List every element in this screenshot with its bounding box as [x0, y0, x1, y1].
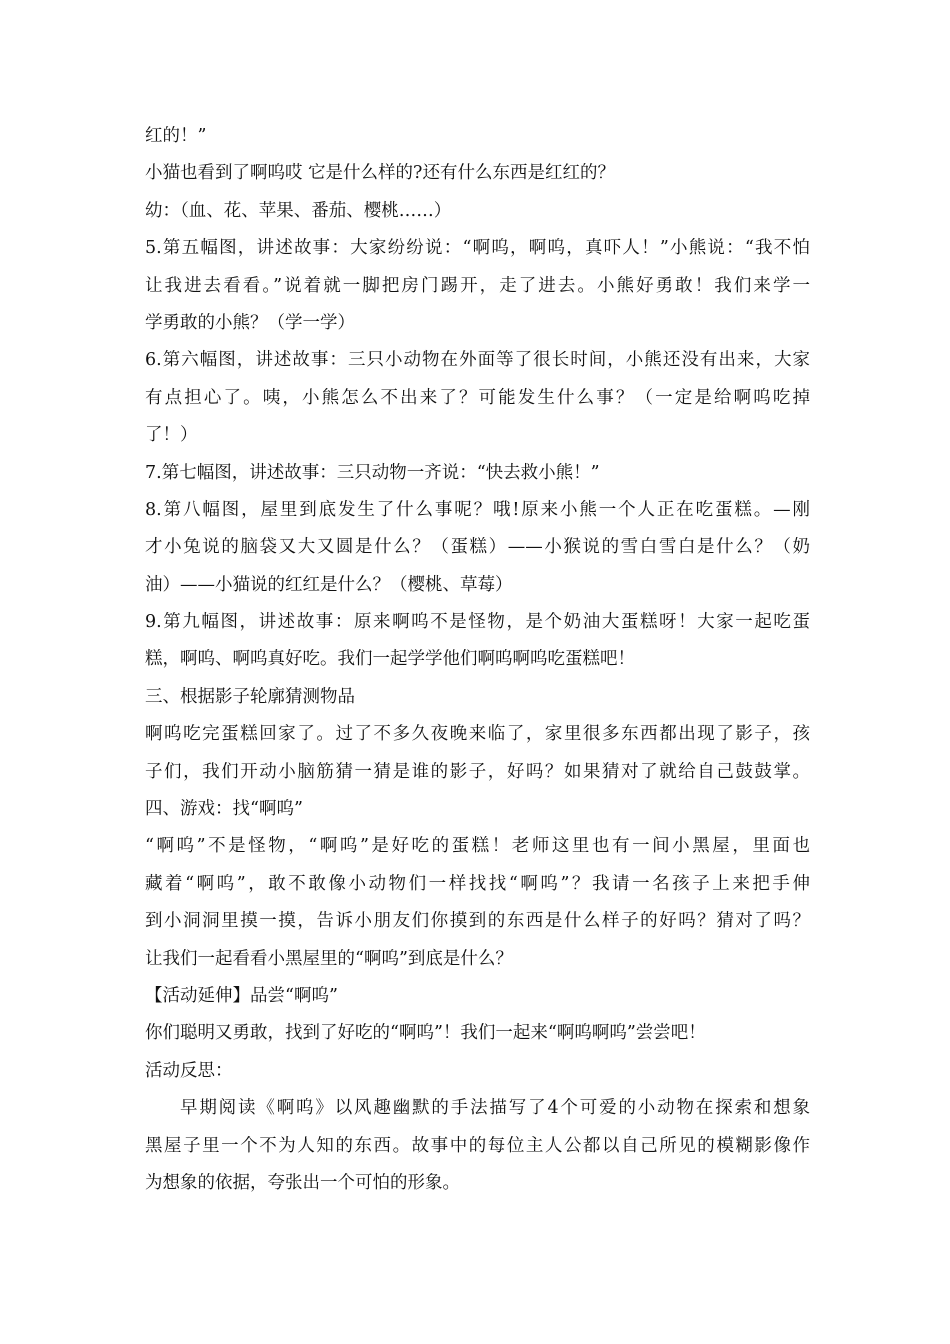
text-line: 藏着“啊呜”，敢不敢像小动物们一样找找“啊呜”？我请一名孩子上来把手伸	[145, 873, 810, 894]
text-line: 红的！”	[145, 126, 207, 146]
document-page	[145, 118, 810, 1202]
text-line: 糕，啊呜、啊呜真好吃。我们一起学学他们啊呜啊呜吃蛋糕吧！	[145, 649, 635, 670]
text-line: 啊呜吃完蛋糕回家了。过了不多久夜晚来临了，家里很多东西都出现了影子，孩	[145, 724, 810, 745]
text-line: 让我们一起看看小黑屋里的“啊呜”到底是什么？	[145, 948, 513, 969]
text-line: 了！）	[145, 425, 198, 446]
section-heading: 三、根据影子轮廓猜测物品	[145, 686, 355, 707]
section-heading: 四、游戏：找“啊呜”	[145, 799, 303, 820]
text-line: 黑屋子里一个不为人知的东西。故事中的每位主人公都以自己所见的模糊影像作	[145, 1135, 810, 1156]
text-line: 才小兔说的脑袋又大又圆是什么？（蛋糕）——小猴说的雪白雪白是什么？（奶	[145, 537, 810, 558]
text-line: 子们，我们开动小脑筋猜一猜是谁的影子，好吗？如果猜对了就给自己鼓鼓掌。	[145, 761, 810, 782]
text-line: 小猫也看到了啊呜哎 它是什么样的?还有什么东西是红红的？	[145, 163, 615, 184]
text-line: 有点担心了。咦，小熊怎么不出来了？可能发生什么事？（一定是给啊呜吃掉	[145, 387, 810, 408]
text-line: 6.第六幅图，讲述故事：三只小动物在外面等了很长时间，小熊还没有出来，大家	[145, 350, 810, 371]
text-line: 让我进去看看。”说着就一脚把房门踢开，走了进去。小熊好勇敢！我们来学一	[145, 275, 810, 296]
text-line: 9.第九幅图，讲述故事：原来啊呜不是怪物，是个奶油大蛋糕呀！大家一起吃蛋	[145, 612, 810, 633]
text-line: 8.第八幅图，屋里到底发生了什么事呢？哦!原来小熊一个人正在吃蛋糕。—刚	[145, 499, 810, 520]
section-heading: 活动反思：	[145, 1060, 233, 1081]
text-line: 7.第七幅图，讲述故事：三只动物一齐说：“快去救小熊！”	[145, 462, 600, 483]
text-line: 早期阅读《啊呜》以风趣幽默的手法描写了4个可爱的小动物在探索和想象	[180, 1098, 810, 1119]
text-line: 学勇敢的小熊？（学一学）	[145, 312, 355, 333]
text-line: 5.第五幅图，讲述故事：大家纷纷说：“啊呜，啊呜，真吓人！”小熊说：“我不怕	[145, 238, 810, 259]
text-line: 到小洞洞里摸一摸，告诉小朋友们你摸到的东西是什么样子的好吗？猜对了吗？	[145, 911, 810, 932]
section-heading: 【活动延伸】品尝“啊呜”	[145, 985, 338, 1006]
text-line: 油）——小猫说的红红是什么？（樱桃、草莓）	[145, 574, 513, 595]
text-line: 幼：（血、花、苹果、番茄、樱桃……）	[145, 200, 452, 221]
text-line: “啊呜”不是怪物，“啊呜”是好吃的蛋糕！老师这里也有一间小黑屋，里面也	[145, 836, 810, 857]
text-line: 你们聪明又勇敢，找到了好吃的“啊呜”！我们一起来“啊呜啊呜”尝尝吧！	[145, 1023, 706, 1044]
text-line: 为想象的依据，夸张出一个可怕的形象。	[145, 1172, 460, 1193]
